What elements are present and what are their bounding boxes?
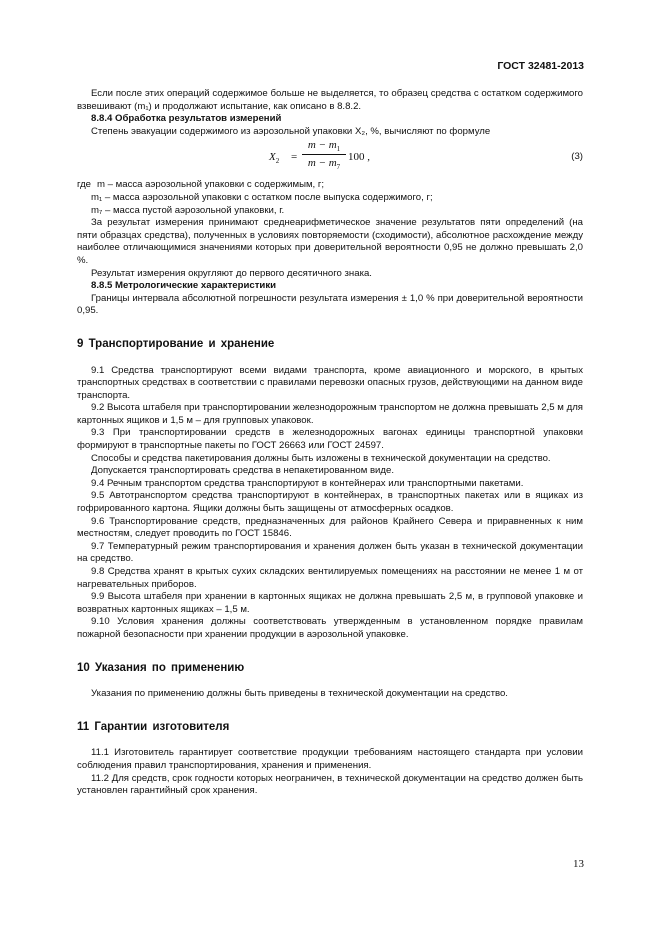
clause-11-1: 11.1 Изготовитель гарантирует соответствие продукции требованиям настоящего стандарта при условии соблюдения правил транспортирования, хранения и применения. bbox=[77, 747, 583, 771]
paragraph-continuation: Если после этих операций содержимое больше не выделяется, то образец средства с остатком содержимого взвешивают (m₁) и продолжают испытание, как описано в 8.8.2. bbox=[77, 88, 583, 112]
formula-factor: 100 , bbox=[348, 151, 370, 164]
where-block bbox=[77, 179, 583, 192]
section-11-title: 11 Гарантии изготовителя bbox=[77, 720, 230, 733]
clause-9-1: 9.1 Средства транспортируют всеми видами транспорта, кроме авиационного и морского, в крытых транспортных средствах в соответствии с правилами перевозки опасных грузов, действующими на данном виде транспорта. bbox=[77, 364, 583, 401]
subsection-8-8-5-text: Границы интервала абсолютной погрешности результата измерения ± 1,0 % при доверительной вероятности 0,95. bbox=[77, 292, 583, 317]
page-number: 13 bbox=[573, 858, 584, 870]
standard-header: ГОСТ 32481-2013 bbox=[497, 60, 584, 72]
where-item-m7: m₇ – масса пустой аэрозольной упаковки, г. bbox=[91, 204, 285, 216]
paragraph-rounding: Результат измерения округляют до первого десятичного знака. bbox=[91, 267, 372, 279]
formula-denominator: $m - m_7$ bbox=[307, 157, 341, 172]
fraction-bar bbox=[302, 154, 346, 155]
paragraph-result: За результат измерения принимают среднеарифметическое значение результатов пяти определений (на пяти образцах средства), полученных в условиях повторяемости (сходимости), абсолютное расхождение между наиболее отличающимися значениями которых при доверительной вероятности 0,95 не должно превышать 2,0 %. bbox=[77, 217, 583, 266]
formula-3 bbox=[77, 139, 583, 177]
formula-fraction bbox=[302, 139, 346, 171]
subsection-8-8-5-title: 8.8.5 Метрологические характеристики bbox=[91, 280, 277, 292]
clause-10: Указания по применению должны быть приведены в технической документации на средство. bbox=[91, 688, 508, 700]
where-word: где bbox=[77, 179, 92, 191]
section-9-title: 9 Транспортирование и хранение bbox=[77, 337, 275, 350]
where-item-m1: m₁ – масса аэрозольной упаковки с остатком после выпуска содержимого, г; bbox=[91, 191, 433, 203]
clause-9-8: 9.8 Средства хранят в крытых сухих складских вентилируемых помещениях на расстоянии не менее 1 м от нагревательных приборов. bbox=[77, 566, 583, 590]
page-content bbox=[77, 88, 583, 798]
clause-11-2: 11.2 Для средств, срок годности которых неограничен, в технической документации на средство должен быть установлен гарантийный срок хранения. bbox=[77, 772, 583, 797]
clause-9-3-c: Допускается транспортировать средства в непакетированном виде. bbox=[91, 465, 395, 477]
clause-9-9: 9.9 Высота штабеля при хранении в картонных ящиках не должна превышать 2,5 м, в групповой упаковке и возвратных картонных ящиках – 1,5 м. bbox=[77, 591, 583, 615]
clause-9-3-b: Способы и средства пакетирования должны быть изложены в технической документации на средство. bbox=[91, 452, 551, 464]
clause-9-6: 9.6 Транспортирование средств, предназначенных для районов Крайнего Севера и приравненных к ним местностям, следует проводить по ГОСТ 15846. bbox=[77, 515, 583, 540]
formula-numerator: $m - m_1$ bbox=[307, 139, 341, 154]
clause-9-2: 9.2 Высота штабеля при транспортировании железнодорожным транспортом не должна превышать 2,5 м для картонных ящиков и 1,5 м – для групповых упаковок. bbox=[77, 402, 583, 426]
clause-9-5: 9.5 Автотранспортом средства транспортируют в контейнерах, в транспортных пакетах или в ящиках из гофрированного картона. Ящики должны быть защищены от атмосферных осадков. bbox=[77, 490, 583, 515]
formula-equals: = bbox=[291, 151, 298, 164]
clause-9-10: 9.10 Условия хранения должны соответствовать утвержденным в установленном порядке правилам пожарной безопасности при хранении продукции в аэрозольной упаковке. bbox=[77, 616, 583, 640]
clause-9-4: 9.4 Речным транспортом средства транспортируют в контейнерах или транспортными пакетами. bbox=[91, 477, 524, 489]
subsection-8-8-4-title: 8.8.4 Обработка результатов измерений bbox=[91, 113, 282, 125]
formula-lhs: $X_2$ bbox=[269, 151, 280, 166]
clause-9-7: 9.7 Температурный режим транспортирования и хранения должен быть указан в технической документации на средство. bbox=[77, 540, 583, 565]
where-item-m: m – масса аэрозольной упаковки с содержимым, г; bbox=[97, 179, 325, 191]
subsection-8-8-4-text: Степень эвакуации содержимого из аэрозольной упаковки X₂, %, вычисляют по формуле bbox=[91, 125, 491, 137]
formula-number: (3) bbox=[571, 151, 583, 163]
clause-9-3: 9.3 При транспортировании средств в железнодорожных вагонах единицы транспортной упаковки формируют в транспортные пакеты по ГОСТ 26663 или ГОСТ 24597. bbox=[77, 427, 583, 452]
section-10-title: 10 Указания по применению bbox=[77, 661, 245, 674]
